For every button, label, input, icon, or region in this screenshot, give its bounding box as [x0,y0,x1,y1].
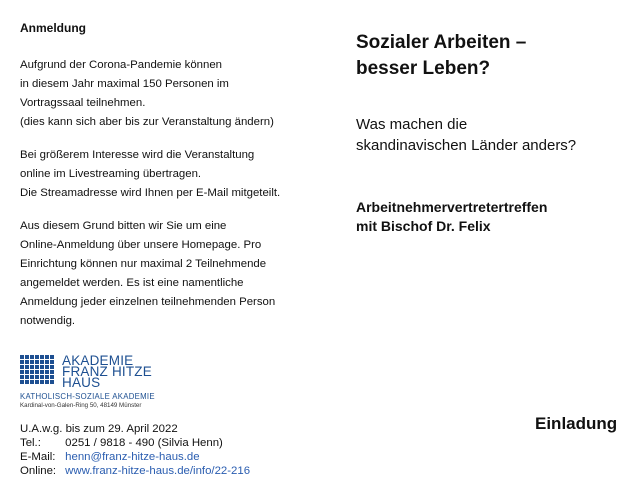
invitation-label: Einladung [535,414,618,433]
logo-name-line: HAUS [62,375,101,390]
contact-block [20,422,250,478]
phone-value: 0251 / 9818 - 490 (Silvia Henn) [65,437,223,449]
logo-name-line: FRANZ HITZE [62,364,152,379]
paragraph-line: Aus diesem Grund bitten wir Sie um eine [20,220,227,232]
paragraph-line: Einrichtung können nur maximal 2 Teilnehmende [20,258,267,270]
paragraph-line: online im Livestreaming übertragen. [20,168,202,180]
paragraph-line: Die Streamadresse wird Ihnen per E-Mail mitgeteilt. [20,187,281,199]
page-subtitle [356,114,636,156]
logo-address: Kardinal-von-Galen-Ring 50, 48149 Münster [20,402,142,409]
email-link[interactable]: henn@franz-hitze-haus.de [65,451,200,463]
online-registration-paragraph [20,217,275,331]
online-label: Online: [20,465,57,477]
email-label: E-Mail: [20,451,56,463]
paragraph-line: Anmeldung jeder einzelnen teilnehmenden Person [20,296,276,308]
phone-row [20,436,250,450]
paragraph-line: Bei größerem Interesse wird die Veranstaltung [20,149,255,161]
website-link[interactable]: www.franz-hitze-haus.de/info/22-216 [65,465,251,477]
paragraph-line: in diesem Jahr maximal 150 Personen im [20,78,229,90]
event-title [356,198,636,236]
page-title [356,30,626,82]
paragraph-line: Vortragssaal teilnehmen. [20,97,146,109]
title-line: Sozialer Arbeiten – [356,32,527,53]
logo-subtitle: KATHOLISCH-SOZIALE AKADEMIE [20,392,155,401]
paragraph-line: angemeldet werden. Es ist eine namentliche [20,277,244,289]
registration-heading: Anmeldung [20,21,86,35]
subtitle-line: skandinavischen Länder anders? [356,137,577,154]
logo-name-line: AKADEMIE [62,353,134,368]
livestream-paragraph [20,146,280,203]
phone-label: Tel.: [20,437,41,449]
invitation-column [356,0,640,489]
paragraph-line: notwendig. [20,315,76,327]
paragraph-line: Aufgrund der Corona-Pandemie können [20,59,223,71]
subtitle-line: Was machen die [356,116,468,133]
registration-column [20,0,320,489]
email-row [20,450,250,464]
capacity-paragraph [20,56,274,132]
event-line: mit Bischof Dr. Felix [356,218,491,234]
academy-logo [20,355,320,417]
paragraph-line: Online-Anmeldung über unsere Homepage. Pro [20,239,262,251]
logo-grid-icon [20,355,58,388]
online-row [20,464,250,478]
title-line: besser Leben? [356,58,491,79]
event-line: Arbeitnehmervertretertreffen [356,199,548,215]
rsvp-deadline: U.A.w.g. bis zum 29. April 2022 [20,423,178,435]
paragraph-line: (dies kann sich aber bis zur Veranstaltung ändern) [20,116,274,128]
